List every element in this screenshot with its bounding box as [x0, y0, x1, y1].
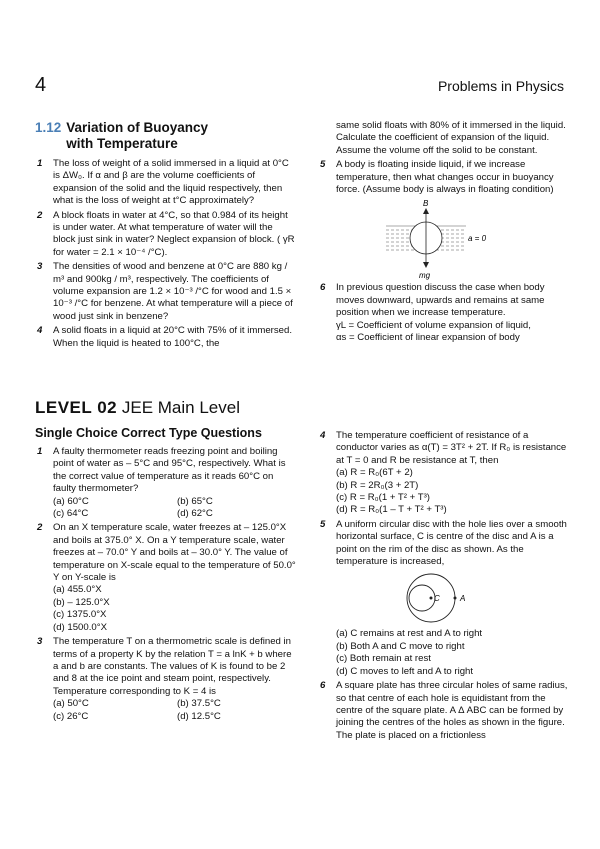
mcq-item: 1 A faulty thermometer reads freezing point and boiling point of water as – 5°C and 95°C, respectively. What is the correct value of temperature as it reads 60°C on faulty thermometer? (a) 60°C (b) 65°C (c) 64°C (d) 62°C: [35, 446, 297, 520]
section-right-column: [318, 120, 570, 346]
running-title: Problems in Physics: [437, 78, 564, 94]
mcq-right-column: [318, 430, 570, 744]
label-mg: mg: [419, 271, 431, 281]
option: (d) C moves to left and A to right: [336, 665, 474, 677]
subheading: Single Choice Correct Type Questions: [35, 426, 262, 440]
mcq-left-column: [35, 446, 297, 725]
disc-figure: [336, 568, 570, 628]
question-text: A solid floats in a liquid at 20°C with 75% of it immersed. When the liquid is heated to 100°C, the: [53, 325, 292, 349]
mcq-item: 3 The temperature T on a thermometric scale is defined in terms of a property K by the relation T = a lnK + b where a and b are constants. The values of K is found to be 2 and 8 at the ice point and steam point, respectively. Temperature corresponding to K = 4 is (a) 50°C (b) 37.5°C (c) 26°C (d) 12.5°C: [35, 636, 297, 723]
question-item: 2 A block floats in water at 4°C, so that 0.984 of its height is under water. At what temperature of water will the block just sink in water? Neglect expansion of block. ( γR for water = 2.1 × 10⁻⁴ /°C).: [35, 210, 297, 260]
question-text: The densities of wood and benzene at 0°C are 880 kg / m³ and 900kg / m³, respectively. The coefficients of volume expansion are 1.2 × 10⁻³ /°C for wood and 1.5 × 10⁻³ /°C for benzene. At what temperature will a piece of wood just sink in benzene?: [53, 261, 293, 322]
question-item: 4 A solid floats in a liquid at 20°C with 75% of it immersed. When the liquid is heated to 100°C, the: [35, 325, 297, 350]
label-B: B: [423, 199, 429, 209]
option: (a) 50°C: [53, 698, 89, 710]
options: [53, 496, 297, 521]
option: (b) 37.5°C: [177, 698, 221, 710]
question-text: A uniform circular disc with the hole lies over a smooth horizontal surface, C is centre of the disc and A is a point on the rim of the disc as shown. As the temperature is increased,: [336, 518, 567, 568]
option: (d) 62°C: [177, 508, 213, 520]
section-left-column: [35, 120, 297, 352]
option: (c) 26°C: [53, 710, 89, 722]
buoyancy-figure: [318, 198, 570, 280]
question-item: 3 The densities of wood and benzene at 0°C are 880 kg / m³ and 900kg / m³, respectively. The coefficients of volume expansion are 1.2 × 10⁻³ /°C for wood and 1.5 × 10⁻³ /°C for benzene. At what temperature will a piece of wood just sink in benzene?: [35, 261, 297, 323]
option: (a) 455.0°X: [53, 584, 102, 596]
question-text: The loss of weight of a solid immersed in a liquid at 0°C is ΔW₀. If α and β are the volume coefficients of expansion of the solid and the liquid respectively, then what is the loss of weight at t°C approximately?: [53, 158, 289, 207]
label-C: C: [434, 594, 440, 604]
section-heading: [35, 120, 297, 152]
option: (b) 65°C: [177, 495, 213, 507]
question-text: In previous question discuss the case when body moves downward, upwards and remains at same position when we increase temperature.: [336, 282, 545, 319]
option: (a) C remains at rest and A to right: [336, 628, 483, 640]
option: (a) R = R₀(6T + 2): [336, 467, 413, 479]
option: (b) R = 2R₀(3 + 2T): [336, 479, 419, 491]
mcq-item: 6 A square plate has three circular holes of same radius, so that centre of each hole is equidistant from the centre of the square plate. A Δ ABC can be formed by joining the centres of the holes as shown in the figure. The plate is placed on a frictionless: [318, 680, 570, 742]
option: (d) 1500.0°X: [53, 621, 107, 633]
question-continuation: same solid floats with 80% of it immersed in the liquid. Calculate the coefficient of expansion of the liquid. Assume the volume off the solid to be constant.: [336, 120, 566, 156]
question-item: 6 In previous question discuss the case when body moves downward, upwards and remains at same position when we increase temperature. γL = Coefficient of volume expansion of liquid, αs = Coefficient of linear expansion of body: [318, 282, 570, 344]
option: (b) – 125.0°X: [53, 596, 110, 608]
label-A: A: [460, 594, 466, 604]
option: (a) 60°C: [53, 495, 89, 507]
question-item: 1 The loss of weight of a solid immersed in a liquid at 0°C is ΔW₀. If α and β are the volume coefficients of expansion of the solid and the liquid respectively, then what is the loss of weight at t°C approximately?: [35, 158, 297, 208]
option: (c) R = R₀(1 + T² + T³): [336, 492, 430, 504]
question-text: A block floats in water at 4°C, so that 0.984 of its height is under water. At what temperature of water will the block just sink in water? Neglect expansion of block. ( γR for water = 2.1 × 10⁻⁴ /°C).: [53, 209, 295, 258]
floating-body-diagram: [318, 198, 570, 280]
question-text: A faulty thermometer reads freezing point and boiling point of water as – 5°C and 95°C, respectively. What is the correct value of temperature as it reads 60°C on faulty thermometer?: [53, 446, 286, 495]
options: [53, 698, 297, 723]
label-a: a = 0: [468, 234, 487, 244]
section-number: 1.12: [35, 120, 62, 135]
option: (c) Both remain at rest: [336, 653, 431, 665]
mcq-item: 5 A uniform circular disc with the hole lies over a smooth horizontal surface, C is centre of the disc and A is a point on the rim of the disc as shown. As the temperature is increased, C A (a) C remains at rest and A to right (b) Both A and C move to right (c) Both remain at rest (d) C moves to left and A to right: [318, 519, 570, 678]
level-heading: LEVEL 02 JEE Main Level: [35, 398, 240, 417]
symbol-alpha-def: αs = Coefficient of linear expansion of body: [336, 332, 520, 344]
disc-with-hole-diagram: [336, 568, 536, 628]
question-item: 5 A body is floating inside liquid, if we increase temperature, then what changes occur in buoyancy force. (Assume body is always in floating condition): [318, 159, 570, 196]
question-text: The temperature T on a thermometric scale is defined in terms of a property K by the relation T = a lnK + b where a and b are constants. The values of K is found to be 2 and 8 at the ice point and steam point, respectively. Temperature corresponding to K = 4 is: [53, 636, 292, 697]
mcq-item: 2 On an X temperature scale, water freezes at – 125.0°X and boils at 375.0° X. On a Y temperature scale, water freezes at – 70.0° Y and boils at – 30.0° Y. The value of temperature on X-scale equal to the temperature of 50.0° Y on Y-scale is (a) 455.0°X (b) – 125.0°X (c) 1375.0°X (d) 1500.0°X: [37, 522, 296, 633]
mcq-item: 4 The temperature coefficient of resistance of a conductor varies as α(T) = 3T² + 2T. If R₀ is resistance at T = 0 and R be resistance at T, then (a) R = R₀(6T + 2) (b) R = 2R₀(3 + 2T) (c) R = R₀(1 + T² + T³) (d) R = R₀(1 – T + T² + T³): [318, 430, 570, 517]
option: (c) 1375.0°X: [53, 609, 107, 621]
option: (d) 12.5°C: [177, 710, 221, 722]
question-text: A body is floating inside liquid, if we increase temperature, then what changes occur in buoyancy force. (Assume body is always in floating condition): [336, 159, 554, 196]
option: (b) Both A and C move to right: [336, 640, 465, 652]
question-text: The temperature coefficient of resistance of a conductor varies as α(T) = 3T² + 2T. If R₀ is resistance at T = 0 and R be resistance at T, then: [336, 430, 567, 466]
question-text: On an X temperature scale, water freezes at – 125.0°X and boils at 375.0° X. On a Y temperature scale, water freezes at – 70.0° Y and boils at – 30.0° Y. The value of temperature on X-scale equal to the temperature of 50.0° Y on Y-scale is: [53, 522, 296, 584]
option: (c) 64°C: [53, 508, 89, 520]
section-title: Variation of Buoyancy with Temperature: [66, 120, 209, 151]
page-number: 4: [35, 74, 47, 96]
symbol-gamma-def: γL = Coefficient of volume expansion of liquid,: [336, 319, 531, 331]
question-text: A square plate has three circular holes of same radius, so that centre of each hole is equidistant from the centre of the square plate. A Δ ABC can be formed by joining the centres of the holes as shown in the figure. The plate is placed on a frictionless: [336, 680, 568, 741]
option: (d) R = R₀(1 – T + T² + T³): [336, 504, 447, 516]
